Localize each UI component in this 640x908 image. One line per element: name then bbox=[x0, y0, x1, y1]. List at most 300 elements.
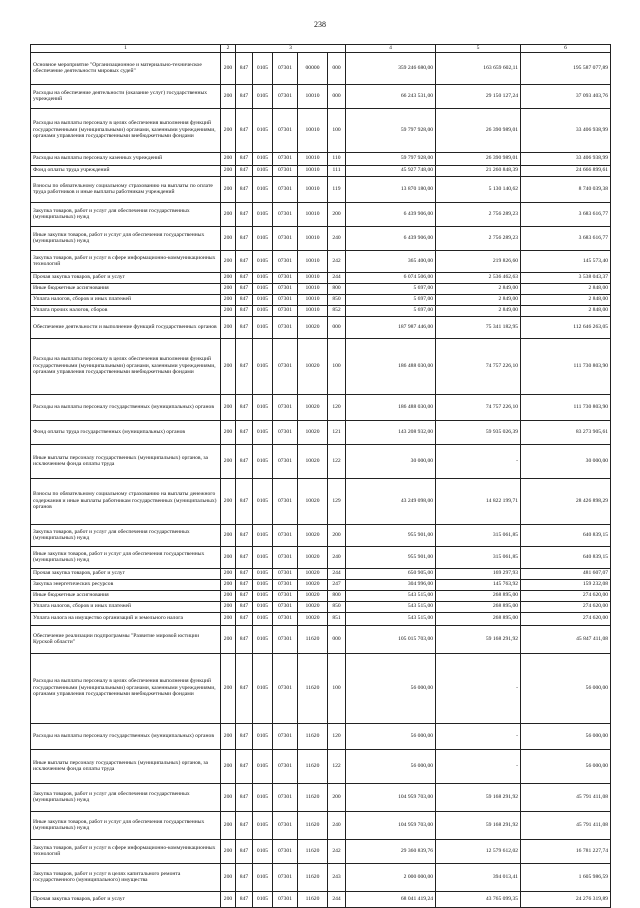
amount-cell: 29 150 127,24 bbox=[436, 84, 521, 108]
code-cell: 07301 bbox=[273, 783, 298, 811]
amount-cell: 3 683 616,77 bbox=[521, 226, 611, 250]
row-name: Прочая закупка товаров, работ и услуг bbox=[31, 568, 221, 579]
table-row bbox=[31, 612, 611, 625]
code-cell: 200 bbox=[221, 108, 236, 152]
row-name: Прочая закупка товаров, работ и услуг bbox=[31, 891, 221, 907]
code-cell: 0105 bbox=[253, 305, 273, 316]
row-name: Иные выплаты персоналу государственных (муниципальных) органов, за исключением фонда оплаты труда bbox=[31, 749, 221, 783]
amount-cell: 143 208 932,00 bbox=[346, 420, 436, 444]
code-cell: 10020 bbox=[298, 316, 328, 338]
budget-table bbox=[30, 44, 611, 908]
row-name: Закупка товаров, работ и услуг в сфере информационно-коммуникационных технологий bbox=[31, 250, 221, 272]
code-cell: 121 bbox=[328, 420, 346, 444]
code-cell: 244 bbox=[328, 891, 346, 907]
code-cell: 0105 bbox=[253, 108, 273, 152]
amount-cell: 43 249 098,00 bbox=[346, 478, 436, 524]
table-row bbox=[31, 524, 611, 546]
code-cell: 847 bbox=[236, 749, 253, 783]
code-cell: 200 bbox=[221, 394, 236, 420]
code-cell: 07301 bbox=[273, 283, 298, 294]
code-cell: 200 bbox=[221, 272, 236, 283]
code-cell: 850 bbox=[328, 294, 346, 305]
row-name: Закупка товаров, работ и услуг в целях капитального ремонта государственного (муниципального) имущества bbox=[31, 863, 221, 891]
table-row bbox=[31, 590, 611, 601]
header-cell: 3 bbox=[236, 45, 346, 53]
code-cell: 200 bbox=[221, 546, 236, 568]
amount-cell: 111 730 803,90 bbox=[521, 394, 611, 420]
code-cell: 0105 bbox=[253, 394, 273, 420]
code-cell: 200 bbox=[221, 723, 236, 749]
amount-cell: 3 683 616,77 bbox=[521, 202, 611, 226]
amount-cell: 45 791 411,08 bbox=[521, 811, 611, 839]
table-row bbox=[31, 420, 611, 444]
code-cell: 200 bbox=[221, 294, 236, 305]
row-name: Иные выплаты персоналу государственных (муниципальных) органов, за исключением фонда оплаты труда bbox=[31, 444, 221, 478]
amount-cell: 45 791 411,08 bbox=[521, 783, 611, 811]
amount-cell: 12 579 612,02 bbox=[436, 839, 521, 863]
code-cell: 10020 bbox=[298, 579, 328, 590]
code-cell: 07301 bbox=[273, 202, 298, 226]
code-cell: 07301 bbox=[273, 653, 298, 723]
amount-cell: 105 015 703,00 bbox=[346, 625, 436, 653]
code-cell: 200 bbox=[221, 811, 236, 839]
code-cell: 07301 bbox=[273, 176, 298, 202]
table-row bbox=[31, 625, 611, 653]
code-cell: 800 bbox=[328, 283, 346, 294]
code-cell: 07301 bbox=[273, 749, 298, 783]
code-cell: 10010 bbox=[298, 202, 328, 226]
code-cell: 200 bbox=[221, 305, 236, 316]
code-cell: 243 bbox=[328, 863, 346, 891]
code-cell: 10020 bbox=[298, 420, 328, 444]
row-name: Расходы на выплаты персоналу государственных (муниципальных) органов bbox=[31, 394, 221, 420]
row-name: Расходы на выплаты персоналу в целях обеспечения выполнения функций государственными (муниципальными) органами, казенными учреждениями, органами управления государственными внебюджетными фондами bbox=[31, 653, 221, 723]
code-cell: 10010 bbox=[298, 305, 328, 316]
code-cell: 847 bbox=[236, 590, 253, 601]
header-cell: 2 bbox=[221, 45, 236, 53]
code-cell: 847 bbox=[236, 316, 253, 338]
amount-cell: 56 000,00 bbox=[521, 653, 611, 723]
code-cell: 10020 bbox=[298, 338, 328, 394]
code-cell: 847 bbox=[236, 863, 253, 891]
code-cell: 10010 bbox=[298, 165, 328, 176]
amount-cell: 24 666 899,61 bbox=[521, 165, 611, 176]
amount-cell: 56 000,00 bbox=[521, 749, 611, 783]
code-cell: 200 bbox=[221, 444, 236, 478]
code-cell: 07301 bbox=[273, 52, 298, 84]
code-cell: 0105 bbox=[253, 568, 273, 579]
code-cell: 847 bbox=[236, 579, 253, 590]
table-row bbox=[31, 52, 611, 84]
code-cell: 847 bbox=[236, 444, 253, 478]
code-cell: 0105 bbox=[253, 202, 273, 226]
code-cell: 240 bbox=[328, 226, 346, 250]
amount-cell: 28 426 898,29 bbox=[521, 478, 611, 524]
amount-cell: 37 093 403,76 bbox=[521, 84, 611, 108]
amount-cell: 59 797 928,00 bbox=[346, 152, 436, 165]
code-cell: 0105 bbox=[253, 653, 273, 723]
amount-cell: 16 781 227,74 bbox=[521, 839, 611, 863]
page-number: 238 bbox=[314, 20, 326, 29]
code-cell: 200 bbox=[221, 749, 236, 783]
code-cell: 07301 bbox=[273, 152, 298, 165]
amount-cell: 274 620,00 bbox=[521, 612, 611, 625]
amount-cell: 74 757 226,10 bbox=[436, 338, 521, 394]
code-cell: 07301 bbox=[273, 590, 298, 601]
code-cell: 200 bbox=[221, 250, 236, 272]
table-row bbox=[31, 152, 611, 165]
code-cell: 850 bbox=[328, 601, 346, 612]
amount-cell: 13 870 180,00 bbox=[346, 176, 436, 202]
code-cell: 200 bbox=[221, 52, 236, 84]
code-cell: 200 bbox=[221, 226, 236, 250]
code-cell: 847 bbox=[236, 811, 253, 839]
code-cell: 200 bbox=[221, 176, 236, 202]
code-cell: 800 bbox=[328, 590, 346, 601]
amount-cell: 45 847 411,08 bbox=[521, 625, 611, 653]
code-cell: 0105 bbox=[253, 625, 273, 653]
amount-cell: 394 013,41 bbox=[436, 863, 521, 891]
amount-cell: 33 406 938,99 bbox=[521, 152, 611, 165]
code-cell: 10020 bbox=[298, 478, 328, 524]
code-cell: 10010 bbox=[298, 272, 328, 283]
code-cell: 847 bbox=[236, 202, 253, 226]
row-name: Обеспечение реализации подпрограммы "Развитие мировой юстиции Курской области" bbox=[31, 625, 221, 653]
code-cell: 0105 bbox=[253, 176, 273, 202]
code-cell: 07301 bbox=[273, 250, 298, 272]
code-cell: 0105 bbox=[253, 839, 273, 863]
amount-cell: 268 895,00 bbox=[436, 590, 521, 601]
code-cell: 07301 bbox=[273, 272, 298, 283]
code-cell: 0105 bbox=[253, 294, 273, 305]
code-cell: 200 bbox=[328, 524, 346, 546]
code-cell: 10010 bbox=[298, 84, 328, 108]
code-cell: 10020 bbox=[298, 568, 328, 579]
code-cell: 07301 bbox=[273, 723, 298, 749]
row-name: Иные закупки товаров, работ и услуг для обеспечения государственных (муниципальных) нужд bbox=[31, 226, 221, 250]
table-row bbox=[31, 108, 611, 152]
row-name: Фонд оплаты труда государственных (муниципальных) органов bbox=[31, 420, 221, 444]
code-cell: 11620 bbox=[298, 723, 328, 749]
header-cell: 5 bbox=[436, 45, 521, 53]
table-row bbox=[31, 839, 611, 863]
amount-cell: 5 697,00 bbox=[346, 283, 436, 294]
code-cell: 200 bbox=[221, 579, 236, 590]
amount-cell: 481 607,07 bbox=[521, 568, 611, 579]
amount-cell: 2 536 462,63 bbox=[436, 272, 521, 283]
table-row bbox=[31, 723, 611, 749]
amount-cell: 68 041 419,24 bbox=[346, 891, 436, 907]
table-row bbox=[31, 863, 611, 891]
code-cell: 847 bbox=[236, 272, 253, 283]
amount-cell: 66 243 531,00 bbox=[346, 84, 436, 108]
code-cell: 07301 bbox=[273, 444, 298, 478]
amount-cell: 268 895,00 bbox=[436, 601, 521, 612]
row-name: Фонд оплаты труда учреждений bbox=[31, 165, 221, 176]
code-cell: 000 bbox=[328, 625, 346, 653]
code-cell: 200 bbox=[221, 478, 236, 524]
amount-cell: 640 839,15 bbox=[521, 546, 611, 568]
row-name: Иные бюджетные ассигнования bbox=[31, 283, 221, 294]
code-cell: 851 bbox=[328, 612, 346, 625]
table-row bbox=[31, 568, 611, 579]
code-cell: 07301 bbox=[273, 108, 298, 152]
row-name: Прочая закупка товаров, работ и услуг bbox=[31, 272, 221, 283]
code-cell: 07301 bbox=[273, 338, 298, 394]
row-name: Иные закупки товаров, работ и услуг для обеспечения государственных (муниципальных) нужд bbox=[31, 811, 221, 839]
code-cell: 847 bbox=[236, 176, 253, 202]
amount-cell: 14 822 199,71 bbox=[436, 478, 521, 524]
amount-cell: 186 488 030,00 bbox=[346, 394, 436, 420]
table-row bbox=[31, 811, 611, 839]
amount-cell: 111 730 803,90 bbox=[521, 338, 611, 394]
amount-cell: 955 901,00 bbox=[346, 524, 436, 546]
amount-cell: 365 400,00 bbox=[346, 250, 436, 272]
code-cell: 0105 bbox=[253, 601, 273, 612]
header-cell: 4 bbox=[346, 45, 436, 53]
amount-cell: 359 246 680,00 bbox=[346, 52, 436, 84]
code-cell: 200 bbox=[328, 783, 346, 811]
amount-cell: 83 273 905,61 bbox=[521, 420, 611, 444]
amount-cell: 6 439 906,00 bbox=[346, 202, 436, 226]
code-cell: 10020 bbox=[298, 546, 328, 568]
amount-cell: 163 659 602,11 bbox=[436, 52, 521, 84]
code-cell: 200 bbox=[221, 152, 236, 165]
code-cell: 111 bbox=[328, 165, 346, 176]
code-cell: 0105 bbox=[253, 524, 273, 546]
code-cell: 200 bbox=[328, 202, 346, 226]
code-cell: 240 bbox=[328, 546, 346, 568]
code-cell: 07301 bbox=[273, 625, 298, 653]
table-row bbox=[31, 579, 611, 590]
table-row bbox=[31, 653, 611, 723]
code-cell: 847 bbox=[236, 478, 253, 524]
code-cell: 07301 bbox=[273, 601, 298, 612]
code-cell: 100 bbox=[328, 108, 346, 152]
amount-cell: 2 849,00 bbox=[436, 283, 521, 294]
table-row bbox=[31, 305, 611, 316]
code-cell: 200 bbox=[221, 653, 236, 723]
amount-cell: 74 757 226,10 bbox=[436, 394, 521, 420]
table-row bbox=[31, 165, 611, 176]
code-cell: 07301 bbox=[273, 839, 298, 863]
amount-cell: 26 390 989,01 bbox=[436, 108, 521, 152]
code-cell: 07301 bbox=[273, 811, 298, 839]
amount-cell: 45 927 748,00 bbox=[346, 165, 436, 176]
code-cell: 200 bbox=[221, 420, 236, 444]
row-name: Закупка товаров, работ и услуг в сфере информационно-коммуникационных технологий bbox=[31, 839, 221, 863]
code-cell: 119 bbox=[328, 176, 346, 202]
table-row bbox=[31, 294, 611, 305]
code-cell: 200 bbox=[221, 568, 236, 579]
amount-cell: 1 605 986,59 bbox=[521, 863, 611, 891]
code-cell: 100 bbox=[328, 338, 346, 394]
amount-cell: 315 061,85 bbox=[436, 524, 521, 546]
table-row bbox=[31, 202, 611, 226]
code-cell: 07301 bbox=[273, 546, 298, 568]
code-cell: 0105 bbox=[253, 84, 273, 108]
code-cell: 10010 bbox=[298, 294, 328, 305]
amount-cell: 145 763,92 bbox=[436, 579, 521, 590]
amount-cell: 543 515,00 bbox=[346, 601, 436, 612]
table-row bbox=[31, 250, 611, 272]
amount-cell: 8 740 039,38 bbox=[521, 176, 611, 202]
amount-cell: 26 390 989,01 bbox=[436, 152, 521, 165]
amount-cell: 6 439 906,00 bbox=[346, 226, 436, 250]
code-cell: 120 bbox=[328, 394, 346, 420]
amount-cell: 56 000,00 bbox=[346, 653, 436, 723]
code-cell: 10020 bbox=[298, 612, 328, 625]
code-cell: 07301 bbox=[273, 524, 298, 546]
code-cell: 847 bbox=[236, 84, 253, 108]
code-cell: 11620 bbox=[298, 625, 328, 653]
code-cell: 0105 bbox=[253, 338, 273, 394]
row-name: Взносы по обязательному социальному страхованию на выплаты по оплате труда работников и иные выплаты работникам учреждений bbox=[31, 176, 221, 202]
table-row bbox=[31, 394, 611, 420]
amount-cell: 30 000,00 bbox=[346, 444, 436, 478]
code-cell: 0105 bbox=[253, 478, 273, 524]
code-cell: 200 bbox=[221, 165, 236, 176]
header-cell: 1 bbox=[31, 45, 221, 53]
code-cell: 11620 bbox=[298, 749, 328, 783]
code-cell: 10020 bbox=[298, 590, 328, 601]
amount-cell: 59 168 291,92 bbox=[436, 625, 521, 653]
code-cell: 200 bbox=[221, 863, 236, 891]
code-cell: 07301 bbox=[273, 891, 298, 907]
code-cell: 0105 bbox=[253, 891, 273, 907]
code-cell: 00000 bbox=[298, 52, 328, 84]
amount-cell: 56 000,00 bbox=[346, 723, 436, 749]
code-cell: 0105 bbox=[253, 420, 273, 444]
amount-cell: 3 538 043,37 bbox=[521, 272, 611, 283]
code-cell: 847 bbox=[236, 420, 253, 444]
row-name: Расходы на обеспечение деятельности (оказание услуг) государственных учреждений bbox=[31, 84, 221, 108]
code-cell: 07301 bbox=[273, 165, 298, 176]
amount-cell: 2 756 289,23 bbox=[436, 226, 521, 250]
code-cell: 244 bbox=[328, 272, 346, 283]
code-cell: 244 bbox=[328, 568, 346, 579]
code-cell: 07301 bbox=[273, 568, 298, 579]
code-cell: 0105 bbox=[253, 444, 273, 478]
code-cell: 200 bbox=[221, 625, 236, 653]
code-cell: 242 bbox=[328, 250, 346, 272]
header-cell: 6 bbox=[521, 45, 611, 53]
row-name: Уплата налогов, сборов и иных платежей bbox=[31, 294, 221, 305]
code-cell: 0105 bbox=[253, 723, 273, 749]
row-name: Уплата прочих налогов, сборов bbox=[31, 305, 221, 316]
amount-cell: 955 901,00 bbox=[346, 546, 436, 568]
code-cell: 000 bbox=[328, 316, 346, 338]
row-name: Уплата налогов, сборов и иных платежей bbox=[31, 601, 221, 612]
amount-cell: 24 276 319,89 bbox=[521, 891, 611, 907]
amount-cell: 112 646 263,05 bbox=[521, 316, 611, 338]
code-cell: 10010 bbox=[298, 226, 328, 250]
amount-cell: 33 406 938,99 bbox=[521, 108, 611, 152]
code-cell: 847 bbox=[236, 625, 253, 653]
code-cell: 0105 bbox=[253, 749, 273, 783]
code-cell: 0105 bbox=[253, 52, 273, 84]
table-row bbox=[31, 891, 611, 907]
code-cell: 200 bbox=[221, 612, 236, 625]
amount-cell: 2 848,00 bbox=[521, 305, 611, 316]
code-cell: 0105 bbox=[253, 272, 273, 283]
amount-cell: 2 848,00 bbox=[521, 283, 611, 294]
row-name: Уплата налога на имущество организаций и земельного налога bbox=[31, 612, 221, 625]
code-cell: 847 bbox=[236, 152, 253, 165]
row-name: Расходы на выплаты персоналу в целях обеспечения выполнения функций государственными (муниципальными) органами, казенными учреждениями, органами управления государственными внебюджетными фондами bbox=[31, 338, 221, 394]
row-name: Иные закупки товаров, работ и услуг для обеспечения государственных (муниципальных) нужд bbox=[31, 546, 221, 568]
amount-cell: 650 905,00 bbox=[346, 568, 436, 579]
table-row bbox=[31, 84, 611, 108]
code-cell: 242 bbox=[328, 839, 346, 863]
amount-cell: 145 573,40 bbox=[521, 250, 611, 272]
amount-cell: - bbox=[436, 723, 521, 749]
code-cell: 07301 bbox=[273, 294, 298, 305]
amount-cell: 56 000,00 bbox=[346, 749, 436, 783]
code-cell: 07301 bbox=[273, 420, 298, 444]
code-cell: 847 bbox=[236, 52, 253, 84]
code-cell: 852 bbox=[328, 305, 346, 316]
code-cell: 07301 bbox=[273, 226, 298, 250]
code-cell: 0105 bbox=[253, 152, 273, 165]
code-cell: 11620 bbox=[298, 653, 328, 723]
code-cell: 200 bbox=[221, 601, 236, 612]
amount-cell: 21 260 848,39 bbox=[436, 165, 521, 176]
code-cell: 11620 bbox=[298, 863, 328, 891]
code-cell: 847 bbox=[236, 568, 253, 579]
amount-cell: 219 826,60 bbox=[436, 250, 521, 272]
row-name: Закупка энергетических ресурсов bbox=[31, 579, 221, 590]
code-cell: 847 bbox=[236, 165, 253, 176]
code-cell: 847 bbox=[236, 546, 253, 568]
amount-cell: 5 130 140,62 bbox=[436, 176, 521, 202]
table-row bbox=[31, 283, 611, 294]
code-cell: 0105 bbox=[253, 165, 273, 176]
code-cell: 122 bbox=[328, 749, 346, 783]
code-cell: 240 bbox=[328, 811, 346, 839]
code-cell: 0105 bbox=[253, 579, 273, 590]
code-cell: 0105 bbox=[253, 283, 273, 294]
amount-cell: - bbox=[436, 653, 521, 723]
code-cell: 0105 bbox=[253, 226, 273, 250]
code-cell: 000 bbox=[328, 52, 346, 84]
code-cell: 07301 bbox=[273, 84, 298, 108]
amount-cell: 315 061,85 bbox=[436, 546, 521, 568]
amount-cell: 195 587 077,89 bbox=[521, 52, 611, 84]
code-cell: 847 bbox=[236, 108, 253, 152]
row-name: Закупка товаров, работ и услуг для обеспечения государственных (муниципальных) нужд bbox=[31, 202, 221, 226]
code-cell: 0105 bbox=[253, 546, 273, 568]
table-row bbox=[31, 546, 611, 568]
code-cell: 07301 bbox=[273, 305, 298, 316]
amount-cell: 104 959 703,00 bbox=[346, 811, 436, 839]
code-cell: 0105 bbox=[253, 590, 273, 601]
code-cell: 0105 bbox=[253, 612, 273, 625]
code-cell: 200 bbox=[221, 283, 236, 294]
row-name: Расходы на выплаты персоналу государственных (муниципальных) органов bbox=[31, 723, 221, 749]
code-cell: 200 bbox=[221, 84, 236, 108]
code-cell: 847 bbox=[236, 839, 253, 863]
table-row bbox=[31, 444, 611, 478]
code-cell: 10010 bbox=[298, 108, 328, 152]
code-cell: 0105 bbox=[253, 250, 273, 272]
code-cell: 847 bbox=[236, 723, 253, 749]
code-cell: 847 bbox=[236, 226, 253, 250]
amount-cell: 59 935 026,39 bbox=[436, 420, 521, 444]
code-cell: 847 bbox=[236, 653, 253, 723]
amount-cell: 274 620,00 bbox=[521, 590, 611, 601]
code-cell: 10010 bbox=[298, 283, 328, 294]
